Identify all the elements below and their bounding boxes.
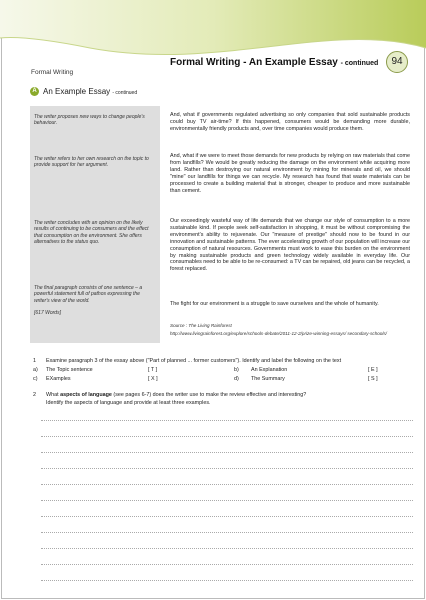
annotation-note: The writer proposes new ways to change people's behaviour. (34, 114, 145, 127)
answer-line[interactable] (41, 564, 413, 565)
option-label: EXamples (46, 376, 71, 382)
option-letter: c) (33, 376, 38, 382)
answer-line[interactable] (41, 420, 413, 421)
source-url: http://www.livingrainforest.org/explore/schools-debate/2011-12-2/prize-winning-essays/ secondary-schools/ (170, 331, 387, 336)
question-2-text-part: What (46, 392, 61, 398)
option-code: [ X ] (148, 376, 158, 382)
section-heading (30, 87, 137, 96)
option-label: An Explanation (251, 367, 288, 373)
question-2-text-part: (see pages 6-7) does the writer use to make the review effective and interesting? (111, 392, 307, 398)
answer-line[interactable] (41, 580, 413, 581)
section-badge: A (30, 87, 39, 96)
question-1-number: 1 (33, 358, 36, 364)
option-label: The Summary (251, 376, 285, 382)
answer-line[interactable] (41, 532, 413, 533)
question-2-emphasis: aspects of language (60, 392, 112, 398)
source-label: Source : The Living Rainforest (170, 323, 232, 328)
essay-paragraph: The fight for our environment is a struggle to save ourselves and the whole of humanity. (170, 301, 379, 307)
answer-line[interactable] (41, 516, 413, 517)
option-code: [ E ] (368, 367, 378, 373)
annotation-note: The final paragraph consists of one sentence – a powerful statement full of pathos expressing the writer's view of the world. (34, 285, 143, 304)
annotation-note: The writer refers to her own research on the topic to provide support for her argument. (34, 156, 149, 169)
answer-line[interactable] (41, 484, 413, 485)
answer-line[interactable] (41, 452, 413, 453)
subject-label: Formal Writing (31, 69, 74, 76)
answer-line[interactable] (41, 468, 413, 469)
page-title-text: Formal Writing - An Example Essay (170, 57, 338, 68)
essay-paragraph: And, what if we were to meet those demands for new products by relying on raw materials that come from landfills? We would be greatly reducing the damage on the environment while acquiring more land. Rather than destroying our natural environment by mining for minerals and oil, we should "mine" our landfills for things we can recycle. My research has found that waste materials can be processed to create a building material that is stronger, cheaper to produce and more sustainable than cement. (170, 153, 410, 194)
question-2-text (46, 392, 416, 399)
essay-paragraph: Our exceedingly wasteful way of life demands that we change our style of consumption to a more sustainable kind. If people seek self-satisfaction in shopping, it must be without compromising the environment's ability to rejuvenate. Our "measure of prestige" should now to be found in our innovation and sustainable patterns. The ever accelerating growth of our population will increase our consumption of natural resources. Governments must work to ease this burden on the environment by making sustainable products and green technology widely available in everyday life. Our consumables need to be able to be re-consumed: a TV can be repaired, old jeans can be recycled, a forest replaced. (170, 218, 410, 273)
word-count: [617 Words] (34, 310, 61, 316)
page-title-suffix: - continued (340, 60, 379, 67)
answer-line[interactable] (41, 500, 413, 501)
question-2-number: 2 (33, 392, 36, 398)
question-2-instruction: Identify the aspects of language and provide at least three examples. (46, 400, 211, 406)
answer-line[interactable] (41, 548, 413, 549)
page-number-badge: 94 (386, 51, 408, 73)
option-letter: d) (234, 376, 239, 382)
option-letter: a) (33, 367, 38, 373)
option-label: The Topic sentence (46, 367, 93, 373)
option-letter: b) (234, 367, 239, 373)
essay-paragraph: And, what if governments regulated advertising so only companies that sold sustainable products could buy TV air-time? If this happened, consumers would be demanding more durable, environmentally friendly products and, over time companies would produce them. (170, 112, 410, 132)
answer-line[interactable] (41, 436, 413, 437)
section-title (43, 87, 137, 96)
question-1-text: Examine paragraph 3 of the essay above ("Part of planned ... former customers"). Identify and label the following on the text (46, 358, 342, 364)
page-title (170, 57, 378, 68)
option-code: [ T ] (148, 367, 158, 373)
annotation-note: The writer concludes with an opinion on the likely results of continuing to be consumers and the effect that consumption on the environment. She offers alternatives to the status quo. (34, 220, 149, 245)
section-title-text: An Example Essay (43, 87, 111, 96)
section-title-suffix: - continued (112, 90, 138, 96)
option-code: [ S ] (368, 376, 378, 382)
